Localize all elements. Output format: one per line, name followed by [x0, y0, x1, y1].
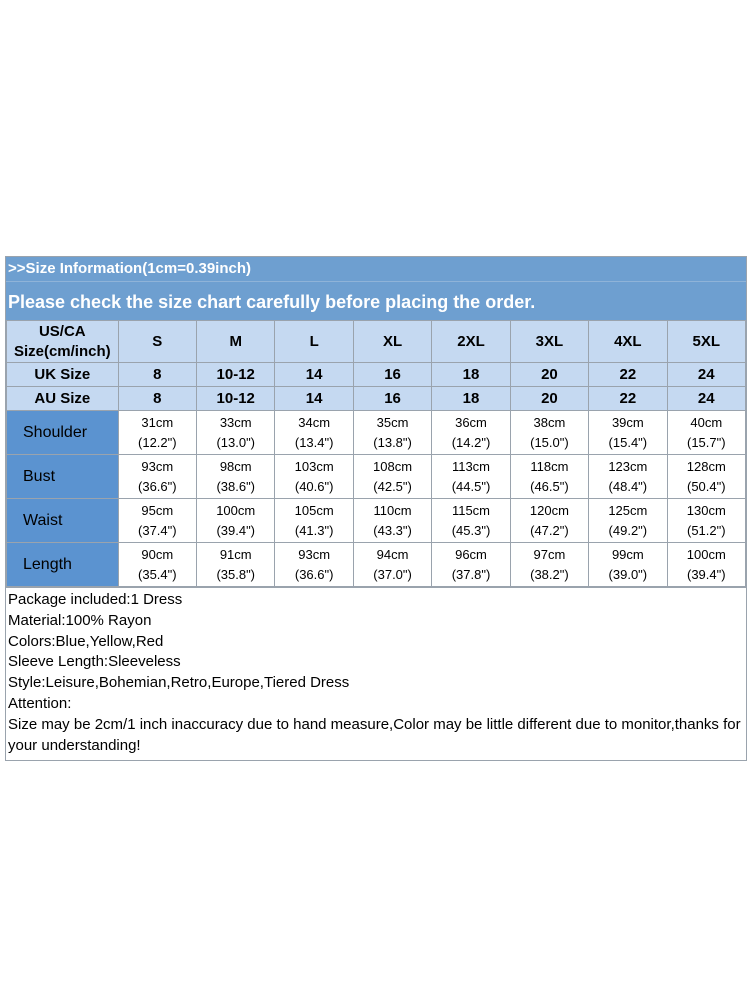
measure-cell	[589, 455, 667, 499]
measure-cm: 99cm	[611, 546, 644, 562]
size-4xl: 4XL	[589, 321, 667, 363]
measure-cm: 90cm	[141, 546, 174, 562]
us-size-row	[7, 321, 746, 363]
measure-cell	[353, 411, 431, 455]
au-size-row	[7, 387, 746, 411]
measure-label: Bust	[7, 455, 119, 499]
size-m: M	[197, 321, 275, 363]
us-size-label	[7, 321, 119, 363]
measure-cm: 94cm	[376, 546, 409, 562]
au-size-cell: 14	[275, 387, 353, 411]
measure-row-bust	[7, 455, 746, 499]
measure-cm: 91cm	[219, 546, 252, 562]
sleeve-note: Sleeve Length:Sleeveless	[8, 653, 181, 671]
measure-inch: (45.3")	[451, 522, 491, 538]
measure-inch: (44.5")	[451, 478, 491, 494]
colors-note: Colors:Blue,Yellow,Red	[8, 632, 164, 650]
measure-cm: 38cm	[533, 414, 566, 430]
measure-inch: (36.6")	[294, 566, 334, 582]
measure-cm: 96cm	[455, 546, 487, 562]
measure-cell	[197, 455, 275, 499]
size-3xl: 3XL	[510, 321, 588, 363]
measure-inch: (41.3")	[294, 522, 334, 538]
uk-size-cell: 16	[353, 363, 431, 387]
measure-cm: 35cm	[376, 414, 409, 430]
measure-inch: (36.6")	[138, 478, 177, 494]
size-2xl: 2XL	[432, 321, 510, 363]
measure-inch: (43.3")	[373, 522, 412, 538]
measure-cm: 128cm	[686, 458, 726, 474]
measure-cell	[353, 499, 431, 543]
measure-inch: (37.8")	[451, 566, 491, 582]
uk-size-cell: 8	[118, 363, 196, 387]
measure-cell	[432, 455, 510, 499]
measure-row-shoulder	[7, 411, 746, 455]
measure-cm: 39cm	[611, 414, 644, 430]
measure-inch: (37.0")	[373, 566, 412, 582]
measure-inch: (35.8")	[216, 566, 256, 582]
measure-cell	[275, 411, 353, 455]
measure-cell	[118, 499, 196, 543]
measure-inch: (13.8")	[373, 434, 412, 450]
measure-cm: 98cm	[219, 458, 252, 474]
measure-label: Waist	[7, 499, 119, 543]
measure-cm: 118cm	[530, 458, 569, 474]
measure-cm: 97cm	[533, 546, 566, 562]
uk-size-cell: 14	[275, 363, 353, 387]
measure-inch: (39.4")	[216, 522, 256, 538]
measure-inch: (37.4")	[138, 522, 177, 538]
measure-cell	[118, 455, 196, 499]
measure-cm: 105cm	[294, 502, 334, 518]
uk-size-cell: 24	[667, 363, 745, 387]
measure-cm: 123cm	[608, 458, 648, 474]
measure-cm: 103cm	[294, 458, 334, 474]
measure-inch: (12.2")	[138, 434, 177, 450]
measure-cell	[667, 543, 745, 587]
measure-cm: 115cm	[451, 502, 491, 518]
measure-cell	[197, 543, 275, 587]
measure-inch: (48.4")	[608, 478, 648, 494]
measure-cell	[510, 455, 588, 499]
measure-inch: (38.2")	[530, 566, 569, 582]
measure-row-waist	[7, 499, 746, 543]
uk-size-cell: 18	[432, 363, 510, 387]
measure-inch: (42.5")	[373, 478, 412, 494]
size-5xl: 5XL	[667, 321, 745, 363]
material-note: Material:100% Rayon	[8, 611, 152, 629]
measure-cell	[353, 455, 431, 499]
measure-label: Shoulder	[7, 411, 119, 455]
measure-inch: (13.4")	[294, 434, 334, 450]
measure-cm: 36cm	[455, 414, 487, 430]
au-size-cell: 18	[432, 387, 510, 411]
size-l: L	[275, 321, 353, 363]
uk-size-cell: 10-12	[197, 363, 275, 387]
measure-cell	[197, 411, 275, 455]
measure-row-length	[7, 543, 746, 587]
measure-inch: (38.6")	[216, 478, 256, 494]
uk-size-row	[7, 363, 746, 387]
size-s: S	[118, 321, 196, 363]
size-table	[6, 320, 746, 587]
measure-cm: 100cm	[216, 502, 256, 518]
measurement-rows	[7, 411, 746, 587]
au-size-cell: 10-12	[197, 387, 275, 411]
measure-cm: 130cm	[686, 502, 726, 518]
measure-cell	[118, 411, 196, 455]
au-size-cell: 16	[353, 387, 431, 411]
measure-inch: (39.0")	[608, 566, 648, 582]
measure-cm: 93cm	[141, 458, 174, 474]
measure-cm: 95cm	[141, 502, 174, 518]
measure-inch: (15.0")	[530, 434, 569, 450]
measure-cell	[589, 499, 667, 543]
measure-cell	[667, 455, 745, 499]
measure-label: Length	[7, 543, 119, 587]
measure-cell	[432, 543, 510, 587]
measure-inch: (40.6")	[294, 478, 334, 494]
measure-inch: (51.2")	[686, 522, 726, 538]
measure-cell	[510, 411, 588, 455]
measure-inch: (15.4")	[608, 434, 648, 450]
measure-inch: (13.0")	[216, 434, 256, 450]
measure-cm: 108cm	[373, 458, 413, 474]
size-chart-header	[6, 257, 746, 320]
order-notice: Please check the size chart carefully before placing the order.	[8, 292, 536, 312]
size-info-title: >>Size Information(1cm=0.39inch)	[6, 257, 746, 282]
measure-cm: 125cm	[608, 502, 648, 518]
measure-cm: 110cm	[373, 502, 412, 518]
au-size-label: AU Size	[7, 387, 119, 411]
uk-size-cell: 22	[589, 363, 667, 387]
measure-cell	[432, 499, 510, 543]
measure-inch: (39.4")	[686, 566, 726, 582]
measure-inch: (49.2")	[608, 522, 648, 538]
au-size-cell: 8	[118, 387, 196, 411]
measure-cell	[275, 455, 353, 499]
size-unit-label: Size(cm/inch)	[13, 342, 111, 360]
measure-cell	[353, 543, 431, 587]
measure-cell	[118, 543, 196, 587]
measure-cm: 33cm	[219, 414, 252, 430]
measure-cell	[510, 499, 588, 543]
au-size-cell: 24	[667, 387, 745, 411]
measure-cell	[589, 411, 667, 455]
measure-cell	[667, 411, 745, 455]
size-chart	[5, 256, 747, 761]
measure-cell	[275, 499, 353, 543]
measure-inch: (14.2")	[451, 434, 491, 450]
measure-cm: 40cm	[690, 414, 723, 430]
measure-inch: (46.5")	[530, 478, 569, 494]
measure-inch: (35.4")	[138, 566, 177, 582]
us-ca-label: US/CA	[38, 322, 86, 340]
uk-size-label: UK Size	[7, 363, 119, 387]
au-size-cell: 22	[589, 387, 667, 411]
measure-cm: 100cm	[686, 546, 726, 562]
measure-cell	[589, 543, 667, 587]
measure-cm: 34cm	[298, 414, 331, 430]
measure-cm: 93cm	[298, 546, 331, 562]
style-note: Style:Leisure,Bohemian,Retro,Europe,Tiered Dress	[8, 674, 350, 692]
au-size-cell: 20	[510, 387, 588, 411]
attention-note: Size may be 2cm/1 inch inaccuracy due to hand measure,Color may be little different due to monitor,thanks for your understanding!	[8, 715, 741, 754]
measure-cell	[197, 499, 275, 543]
measure-cell	[432, 411, 510, 455]
measure-cm: 120cm	[529, 502, 569, 518]
uk-size-cell: 20	[510, 363, 588, 387]
measure-cell	[667, 499, 745, 543]
package-note: Package included:1 Dress	[8, 591, 183, 608]
measure-cell	[510, 543, 588, 587]
product-notes	[6, 587, 746, 760]
measure-cm: 113cm	[451, 458, 491, 474]
attention-label: Attention:	[8, 694, 72, 712]
measure-inch: (15.7")	[686, 434, 726, 450]
measure-cell	[275, 543, 353, 587]
measure-cm: 31cm	[141, 414, 174, 430]
measure-inch: (50.4")	[686, 478, 726, 494]
size-xl: XL	[353, 321, 431, 363]
measure-inch: (47.2")	[530, 522, 569, 538]
